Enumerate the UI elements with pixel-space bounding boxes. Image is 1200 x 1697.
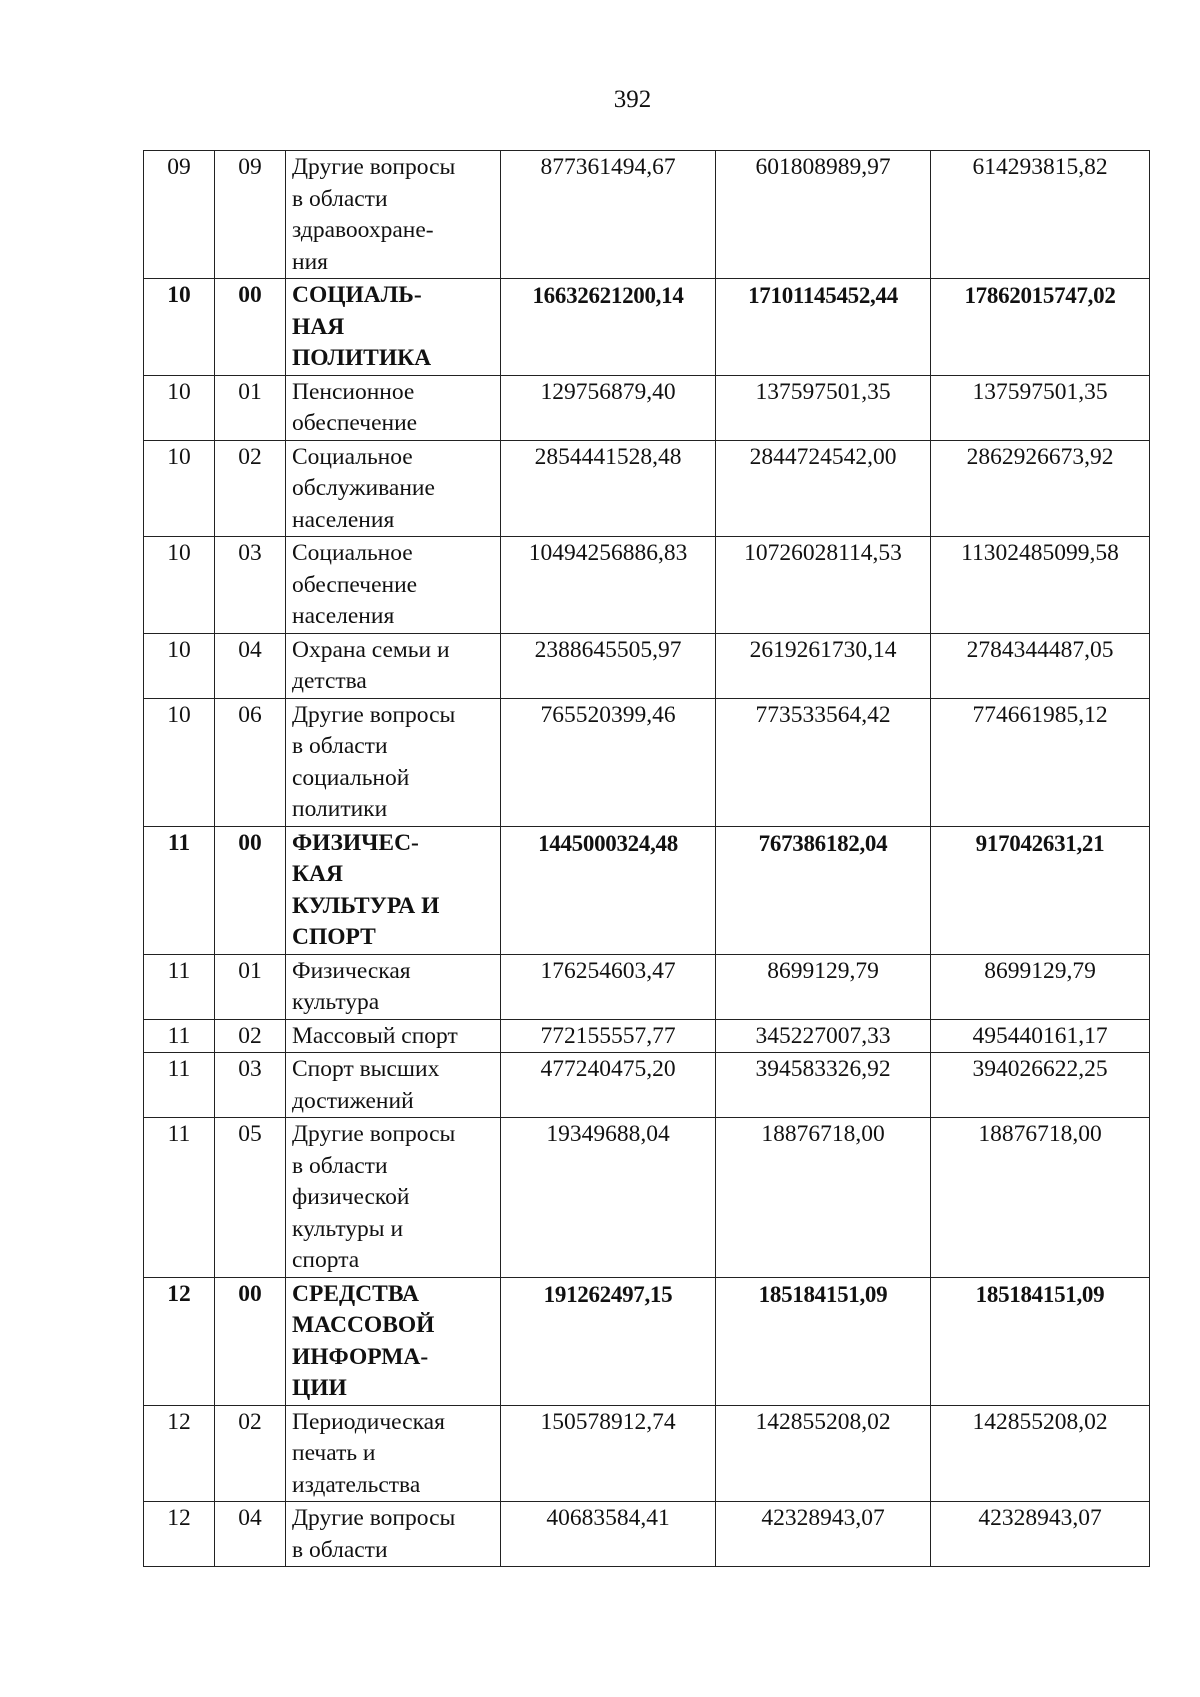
budget-table-body bbox=[144, 151, 1150, 1567]
item-name-line: Социальное bbox=[292, 443, 413, 470]
amount-cell-2: 767386182,04 bbox=[716, 826, 931, 954]
subsection-code-cell: 00 bbox=[215, 279, 286, 376]
item-name-line: ЦИИ bbox=[292, 1375, 347, 1401]
item-name-line: Другие вопросы bbox=[292, 154, 456, 180]
amount-cell-3: 17862015747,02 bbox=[931, 279, 1150, 376]
item-name-cell bbox=[286, 151, 501, 279]
subsection-code-cell: 03 bbox=[215, 1053, 286, 1118]
subsection-code-cell: 02 bbox=[215, 1019, 286, 1053]
table-row bbox=[144, 375, 1150, 440]
table-row bbox=[144, 1277, 1150, 1405]
amount-cell-1: 877361494,67 bbox=[501, 151, 716, 279]
amount-cell-1: 16632621200,14 bbox=[501, 279, 716, 376]
item-name-cell bbox=[286, 1019, 501, 1053]
amount-cell-1: 191262497,15 bbox=[501, 1277, 716, 1405]
amount-cell-1: 40683584,41 bbox=[501, 1502, 716, 1567]
item-name-line: СОЦИАЛЬ- bbox=[292, 282, 422, 308]
item-name-line: здравоохране- bbox=[292, 217, 434, 243]
amount-cell-1: 2388645505,97 bbox=[501, 633, 716, 698]
item-name-line: культуры и bbox=[292, 1215, 404, 1242]
amount-cell-2: 394583326,92 bbox=[716, 1053, 931, 1118]
section-code-cell: 11 bbox=[144, 1019, 215, 1053]
section-code-cell: 10 bbox=[144, 279, 215, 376]
amount-cell-3: 42328943,07 bbox=[931, 1502, 1150, 1567]
item-name-line: обслуживание bbox=[292, 475, 435, 501]
item-name-cell bbox=[286, 1502, 501, 1567]
item-name-line: Охрана семьи и bbox=[292, 636, 450, 663]
item-name-line: НАЯ bbox=[292, 313, 345, 340]
amount-cell-3: 394026622,25 bbox=[931, 1053, 1150, 1118]
amount-cell-2: 2844724542,00 bbox=[716, 440, 931, 537]
section-code-cell: 09 bbox=[144, 151, 215, 279]
table-row bbox=[144, 1405, 1150, 1502]
subsection-code-cell: 06 bbox=[215, 698, 286, 826]
item-name-line: Социальное bbox=[292, 540, 413, 566]
amount-cell-1: 1445000324,48 bbox=[501, 826, 716, 954]
table-row bbox=[144, 1019, 1150, 1053]
section-code-cell: 10 bbox=[144, 537, 215, 634]
subsection-code-cell: 00 bbox=[215, 1277, 286, 1405]
item-name-line: Спорт высших bbox=[292, 1056, 440, 1082]
item-name-line: социальной bbox=[292, 764, 410, 791]
amount-cell-1: 772155557,77 bbox=[501, 1019, 716, 1053]
amount-cell-3: 185184151,09 bbox=[931, 1277, 1150, 1405]
subsection-code-cell: 00 bbox=[215, 826, 286, 954]
table-row bbox=[144, 279, 1150, 376]
section-code-cell: 12 bbox=[144, 1405, 215, 1502]
item-name-line: культура bbox=[292, 989, 380, 1015]
item-name-cell bbox=[286, 1118, 501, 1278]
amount-cell-3: 774661985,12 bbox=[931, 698, 1150, 826]
table-row bbox=[144, 1118, 1150, 1278]
amount-cell-3: 917042631,21 bbox=[931, 826, 1150, 954]
amount-cell-2: 17101145452,44 bbox=[716, 279, 931, 376]
subsection-code-cell: 03 bbox=[215, 537, 286, 634]
table-row bbox=[144, 633, 1150, 698]
item-name-line: Пенсионное bbox=[292, 378, 415, 405]
section-code-cell: 10 bbox=[144, 633, 215, 698]
amount-cell-2: 10726028114,53 bbox=[716, 537, 931, 634]
table-row bbox=[144, 1502, 1150, 1567]
item-name-cell bbox=[286, 1405, 501, 1502]
item-name-cell bbox=[286, 698, 501, 826]
amount-cell-3: 495440161,17 bbox=[931, 1019, 1150, 1053]
item-name-line: в области bbox=[292, 185, 388, 212]
subsection-code-cell: 05 bbox=[215, 1118, 286, 1278]
item-name-line: МАССОВОЙ bbox=[292, 1312, 435, 1338]
amount-cell-2: 2619261730,14 bbox=[716, 633, 931, 698]
subsection-code-cell: 09 bbox=[215, 151, 286, 279]
item-name-line: КАЯ bbox=[292, 861, 343, 887]
amount-cell-2: 137597501,35 bbox=[716, 375, 931, 440]
item-name-line: детства bbox=[292, 668, 367, 694]
amount-cell-1: 10494256886,83 bbox=[501, 537, 716, 634]
item-name-line: Другие вопросы bbox=[292, 701, 456, 728]
subsection-code-cell: 01 bbox=[215, 375, 286, 440]
amount-cell-2: 18876718,00 bbox=[716, 1118, 931, 1278]
item-name-line: в области bbox=[292, 733, 388, 759]
item-name-line: достижений bbox=[292, 1087, 414, 1114]
item-name-cell bbox=[286, 954, 501, 1019]
page-number: 392 bbox=[613, 86, 652, 113]
table-row bbox=[144, 698, 1150, 826]
amount-cell-2: 773533564,42 bbox=[716, 698, 931, 826]
item-name-line: ИНФОРМА- bbox=[292, 1343, 429, 1370]
amount-cell-1: 176254603,47 bbox=[501, 954, 716, 1019]
item-name-cell bbox=[286, 440, 501, 537]
item-name-line: Массовый спорт bbox=[292, 1022, 458, 1049]
item-name-line: ния bbox=[292, 248, 328, 275]
amount-cell-3: 11302485099,58 bbox=[931, 537, 1150, 634]
section-code-cell: 11 bbox=[144, 1118, 215, 1278]
amount-cell-1: 2854441528,48 bbox=[501, 440, 716, 537]
table-row bbox=[144, 826, 1150, 954]
item-name-cell bbox=[286, 279, 501, 376]
item-name-line: населения bbox=[292, 506, 395, 533]
table-row bbox=[144, 537, 1150, 634]
amount-cell-3: 142855208,02 bbox=[931, 1405, 1150, 1502]
amount-cell-2: 42328943,07 bbox=[716, 1502, 931, 1567]
table-row bbox=[144, 1053, 1150, 1118]
amount-cell-2: 142855208,02 bbox=[716, 1405, 931, 1502]
amount-cell-3: 137597501,35 bbox=[931, 375, 1150, 440]
item-name-cell bbox=[286, 826, 501, 954]
item-name-cell bbox=[286, 633, 501, 698]
item-name-line: Другие вопросы bbox=[292, 1121, 456, 1147]
section-code-cell: 11 bbox=[144, 954, 215, 1019]
item-name-line: издательства bbox=[292, 1471, 421, 1498]
item-name-line: КУЛЬТУРА И bbox=[292, 892, 440, 919]
amount-cell-3: 18876718,00 bbox=[931, 1118, 1150, 1278]
item-name-line: обеспечение bbox=[292, 571, 418, 598]
item-name-line: в области bbox=[292, 1152, 388, 1179]
item-name-cell bbox=[286, 375, 501, 440]
amount-cell-2: 8699129,79 bbox=[716, 954, 931, 1019]
item-name-line: политики bbox=[292, 796, 388, 822]
amount-cell-2: 345227007,33 bbox=[716, 1019, 931, 1053]
section-code-cell: 11 bbox=[144, 1053, 215, 1118]
item-name-line: СРЕДСТВА bbox=[292, 1280, 419, 1307]
item-name-line: печать и bbox=[292, 1440, 376, 1466]
section-code-cell: 10 bbox=[144, 698, 215, 826]
item-name-line: обеспечение bbox=[292, 410, 418, 436]
subsection-code-cell: 04 bbox=[215, 1502, 286, 1567]
subsection-code-cell: 02 bbox=[215, 440, 286, 537]
section-code-cell: 12 bbox=[144, 1277, 215, 1405]
item-name-line: Физическая bbox=[292, 957, 411, 984]
table-row bbox=[144, 954, 1150, 1019]
amount-cell-2: 601808989,97 bbox=[716, 151, 931, 279]
amount-cell-1: 765520399,46 bbox=[501, 698, 716, 826]
budget-table bbox=[143, 150, 1150, 1567]
subsection-code-cell: 04 bbox=[215, 633, 286, 698]
item-name-line: спорта bbox=[292, 1247, 360, 1273]
item-name-line: населения bbox=[292, 603, 395, 629]
amount-cell-1: 477240475,20 bbox=[501, 1053, 716, 1118]
section-code-cell: 12 bbox=[144, 1502, 215, 1567]
amount-cell-1: 129756879,40 bbox=[501, 375, 716, 440]
section-code-cell: 11 bbox=[144, 826, 215, 954]
section-code-cell: 10 bbox=[144, 440, 215, 537]
item-name-cell bbox=[286, 1277, 501, 1405]
amount-cell-3: 2862926673,92 bbox=[931, 440, 1150, 537]
amount-cell-3: 8699129,79 bbox=[931, 954, 1150, 1019]
item-name-line: ПОЛИТИКА bbox=[292, 345, 432, 371]
amount-cell-1: 150578912,74 bbox=[501, 1405, 716, 1502]
item-name-line: Периодическая bbox=[292, 1408, 445, 1435]
item-name-line: ФИЗИЧЕС- bbox=[292, 829, 419, 856]
amount-cell-1: 19349688,04 bbox=[501, 1118, 716, 1278]
table-row bbox=[144, 440, 1150, 537]
section-code-cell: 10 bbox=[144, 375, 215, 440]
amount-cell-3: 614293815,82 bbox=[931, 151, 1150, 279]
amount-cell-3: 2784344487,05 bbox=[931, 633, 1150, 698]
table-row bbox=[144, 151, 1150, 279]
item-name-line: СПОРТ bbox=[292, 924, 376, 950]
item-name-line: в области bbox=[292, 1536, 388, 1563]
subsection-code-cell: 01 bbox=[215, 954, 286, 1019]
amount-cell-2: 185184151,09 bbox=[716, 1277, 931, 1405]
subsection-code-cell: 02 bbox=[215, 1405, 286, 1502]
item-name-line: физической bbox=[292, 1184, 410, 1210]
item-name-cell bbox=[286, 1053, 501, 1118]
item-name-line: Другие вопросы bbox=[292, 1505, 456, 1531]
item-name-cell bbox=[286, 537, 501, 634]
